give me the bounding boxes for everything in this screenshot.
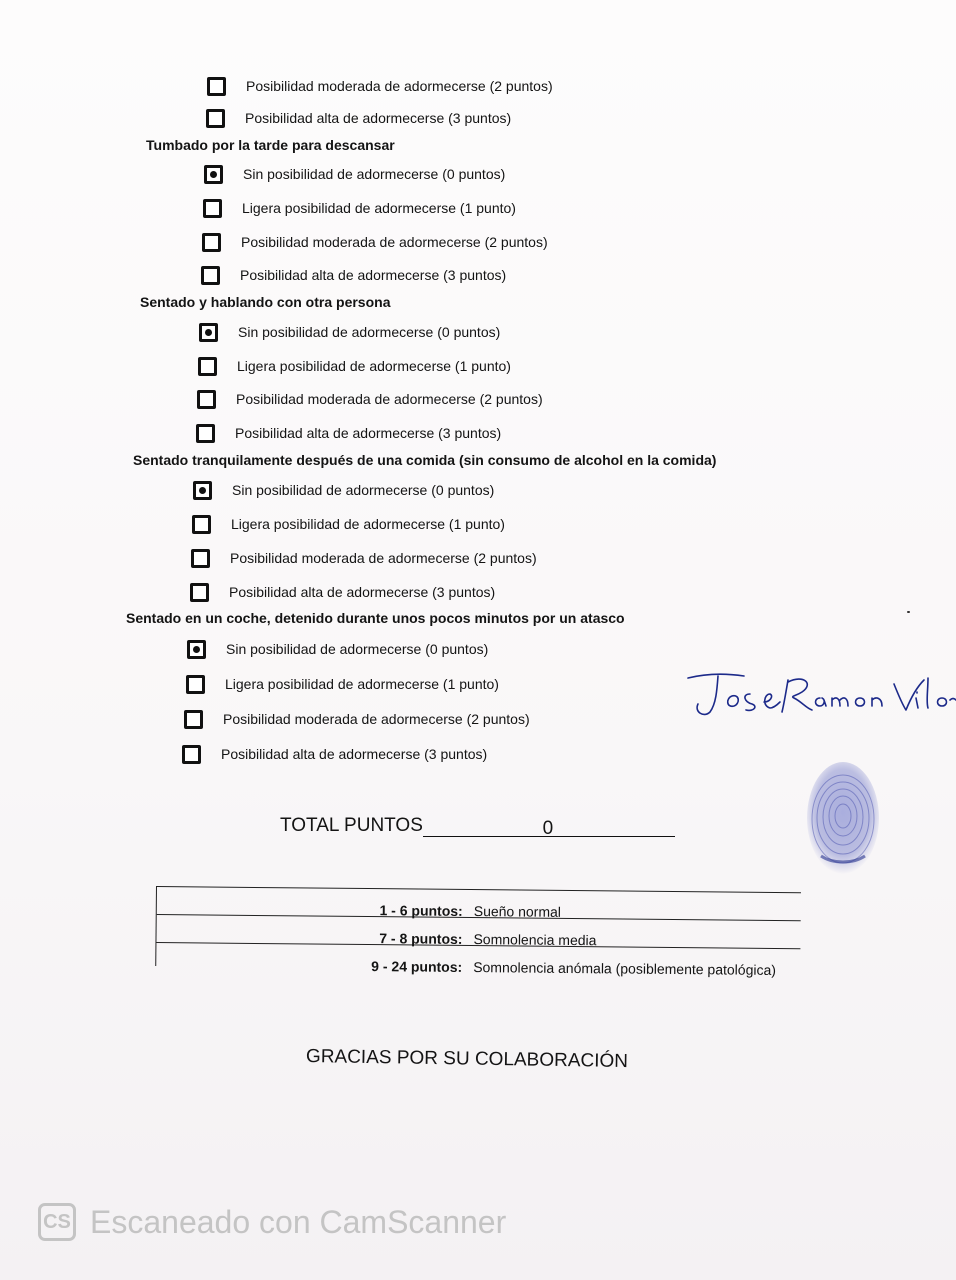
option-label: Ligera posibilidad de adormecerse (1 punto) — [237, 358, 511, 374]
checkbox[interactable] — [197, 390, 216, 409]
score-range: 1 - 6 puntos: — [379, 902, 463, 919]
table-row — [156, 956, 800, 984]
table-rule — [157, 886, 801, 893]
option-label: Sin posibilidad de adormecerse (0 puntos) — [232, 482, 495, 498]
option-label: Posibilidad moderada de adormecerse (2 puntos) — [223, 711, 530, 727]
question-title: Sentado tranquilamente después de una comida (sin consumo de alcohol en la comida) — [133, 452, 717, 468]
option-label: Posibilidad moderada de adormecerse (2 puntos) — [230, 550, 537, 566]
score-description: Sueño normal — [473, 903, 562, 920]
option-row — [192, 514, 505, 534]
checkbox[interactable] — [190, 583, 209, 602]
checkbox-checked[interactable] — [199, 323, 218, 342]
watermark-text: Escaneado con CamScanner — [90, 1203, 507, 1240]
option-row — [186, 674, 499, 694]
thanks-message: GRACIAS POR SU COLABORACIÓN — [305, 1046, 629, 1073]
handwritten-signature — [684, 664, 956, 720]
option-label: Ligera posibilidad de adormecerse (1 punto) — [242, 200, 516, 216]
checkbox[interactable] — [201, 266, 220, 285]
question-title: Sentado y hablando con otra persona — [140, 294, 391, 310]
option-row — [207, 76, 553, 96]
total-label: TOTAL PUNTOS — [280, 815, 423, 836]
option-row — [197, 389, 543, 409]
option-label: Posibilidad alta de adormecerse (3 puntos) — [221, 746, 488, 762]
total-underline-right — [555, 818, 675, 837]
checkbox[interactable] — [192, 515, 211, 534]
option-row — [206, 108, 511, 128]
checkbox[interactable] — [191, 549, 210, 568]
score-description: Somnolencia media — [473, 931, 597, 949]
option-label: Posibilidad moderada de adormecerse (2 puntos) — [236, 391, 543, 407]
checkbox[interactable] — [203, 199, 222, 218]
checkbox[interactable] — [198, 357, 217, 376]
option-row — [184, 709, 530, 729]
score-legend-table — [155, 886, 801, 978]
option-row — [204, 164, 505, 184]
total-value: 0 — [542, 818, 554, 839]
score-range: 9 - 24 puntos: — [371, 958, 463, 975]
option-label: Posibilidad alta de adormecerse (3 puntos) — [240, 267, 507, 283]
option-row — [202, 232, 548, 252]
checkbox[interactable] — [207, 77, 226, 96]
checkbox[interactable] — [202, 233, 221, 252]
option-row — [198, 356, 511, 376]
score-description: Somnolencia anómala (posiblemente patológica) — [473, 959, 777, 978]
option-row — [201, 265, 506, 285]
option-label: Ligera posibilidad de adormecerse (1 punto) — [231, 516, 505, 532]
checkbox[interactable] — [184, 710, 203, 729]
option-row — [190, 582, 495, 602]
option-row — [203, 198, 516, 218]
checkbox[interactable] — [206, 109, 225, 128]
option-label: Posibilidad alta de adormecerse (3 puntos) — [245, 110, 512, 126]
total-points — [280, 815, 675, 837]
option-label: Posibilidad moderada de adormecerse (2 puntos) — [246, 78, 553, 94]
checkbox[interactable] — [182, 745, 201, 764]
option-row — [196, 423, 501, 443]
camscanner-watermark — [38, 1203, 506, 1241]
score-range: 7 - 8 puntos: — [379, 930, 463, 947]
total-underline-left — [423, 818, 541, 837]
checkbox[interactable] — [186, 675, 205, 694]
camscanner-logo-icon: CS — [38, 1203, 76, 1241]
question-title: Sentado en un coche, detenido durante unos pocos minutos por un atasco — [126, 610, 625, 626]
option-label: Posibilidad alta de adormecerse (3 puntos) — [229, 584, 496, 600]
option-label: Sin posibilidad de adormecerse (0 puntos) — [226, 641, 489, 657]
checkbox-checked[interactable] — [193, 481, 212, 500]
checkbox-checked[interactable] — [204, 165, 223, 184]
option-row — [193, 480, 494, 500]
option-label: Sin posibilidad de adormecerse (0 puntos) — [238, 324, 501, 340]
checkbox-checked[interactable] — [187, 640, 206, 659]
scan-speck — [907, 611, 910, 613]
table-row — [156, 928, 800, 956]
option-label: Posibilidad alta de adormecerse (3 puntos) — [235, 425, 502, 441]
question-title: Tumbado por la tarde para descansar — [146, 137, 395, 153]
option-row — [191, 548, 537, 568]
table-row — [157, 900, 801, 928]
thumbprint-image — [803, 760, 883, 880]
option-label: Sin posibilidad de adormecerse (0 puntos) — [243, 166, 506, 182]
option-row — [182, 744, 487, 764]
option-row — [187, 639, 488, 659]
option-row — [199, 322, 500, 342]
option-label: Ligera posibilidad de adormecerse (1 punto) — [225, 676, 499, 692]
option-label: Posibilidad moderada de adormecerse (2 puntos) — [241, 234, 548, 250]
checkbox[interactable] — [196, 424, 215, 443]
